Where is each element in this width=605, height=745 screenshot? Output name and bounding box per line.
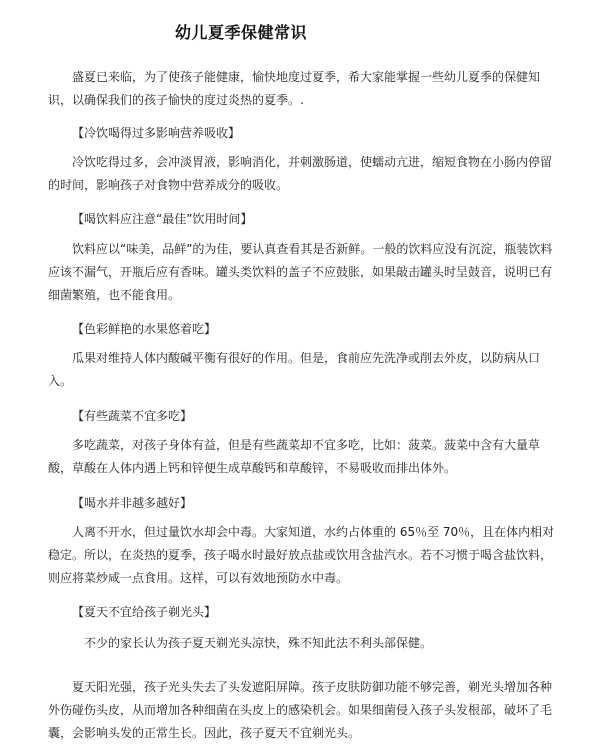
section-heading-fruit: 【色彩鲜艳的水果悠着吃】	[72, 322, 217, 336]
section-body-water: 人离不开水，但过量饮水却会中毒。大家知道，水约占体重的 65％至 70％，且在体内相对稳定。所以，在炎热的夏季，孩子喝水时最好放点盐或饮用含盐汽水。若不习惯于喝含盐饮料，则应将菜炒咸一点食用。这样，可以有效地预防水中毒。	[48, 525, 555, 585]
closing-paragraph: 夏天阳光强，孩子光头失去了头发遮阳屏障。孩子皮肤防御功能不够完善，剃光头增加各种外伤碰伤头皮，从而增加各种细菌在头皮上的感染机会。如果细菌侵入孩子头发根部，破坏了毛囊，会影响头发的正常生长。因此，孩子夏天不宜剃光头。	[48, 680, 553, 740]
section-body-drink-timing: 饮料应以“味美，品鲜”的为佳，要认真查看其是否新鲜。一般的饮料应没有沉淀，瓶装饮料应该不漏气，开瓶后应有香味。罐头类饮料的盖子不应鼓胀，如果敲击罐头时呈鼓音，说明已有细菌繁殖，也不能食用。	[48, 242, 553, 302]
section-body-vegetables: 多吃蔬菜，对孩子身体有益，但是有些蔬菜却不宜多吃，比如：菠菜。菠菜中含有大量草酸，草酸在人体内遇上钙和锌便生成草酸钙和草酸锌，不易吸收而排出体外。	[48, 438, 541, 475]
section-heading-drink-timing: 【喝饮料应注意“最佳”饮用时间】	[72, 212, 253, 226]
section-heading-vegetables: 【有些蔬菜不宜多吃】	[72, 409, 193, 423]
section-body-cold-drinks: 冷饮吃得过多，会冲淡胃液，影响消化，并刺激肠道，使蠕动亢进，缩短食物在小肠内停留的时间，影响孩子对食物中营养成分的吸收。	[48, 155, 553, 192]
section-heading-cold-drinks: 【冷饮喝得过多影响营养吸收】	[72, 126, 241, 140]
section-heading-shaved-head: 【夏天不宜给孩子剃光头】	[72, 605, 217, 619]
page-title: 幼儿夏季保健常识	[175, 23, 308, 42]
section-body-fruit: 瓜果对维持人体内酸碱平衡有很好的作用。但是，食前应先洗净或削去外皮，以防病从口入。	[48, 351, 541, 388]
section-heading-water: 【喝水并非越多越好】	[72, 496, 193, 510]
intro-paragraph: 盛夏已来临，为了使孩子能健康，愉快地度过夏季，希大家能掌握一些幼儿夏季的保健知识，以确保我们的孩子愉快的度过炎热的夏季。.	[48, 70, 541, 107]
section-body-shaved-head: 不少的家长认为孩子夏天剃光头凉快，殊不知此法不利头部保健。	[84, 636, 433, 650]
